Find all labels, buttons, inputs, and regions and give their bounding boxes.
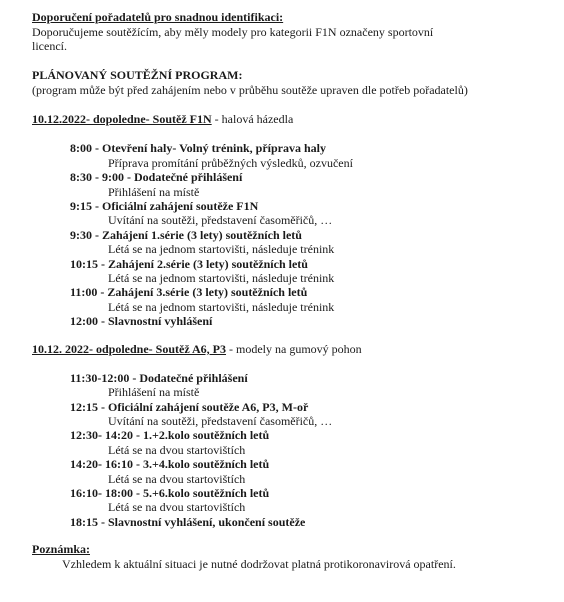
program-title: PLÁNOVANÝ SOUTĚŽNÍ PROGRAM: [32, 68, 243, 83]
schedule-item-head: 14:20- 16:10 - 3.+4.kolo soutěžních letů [70, 457, 270, 472]
schedule-item-desc: Přihlášení na místě [108, 385, 200, 400]
session1-schedule [70, 141, 552, 328]
schedule-item-desc: Létá se na jednom startovišti, následuje trénink [108, 242, 335, 257]
spacer [32, 54, 552, 69]
session2-heading: 10.12. 2022- odpoledne- Soutěž A6, P3 [32, 341, 227, 356]
schedule-item-head: 9:30 - Zahájení 1.série (3 lety) soutěžních letů [70, 227, 302, 242]
session2-heading-row [32, 342, 552, 357]
session2-schedule [70, 371, 552, 529]
note-text: Vzhledem k aktuální situaci je nutné dodržovat platná protikoronavirová opatření. [62, 556, 456, 571]
schedule-item-desc: Přihlášení na místě [108, 184, 200, 199]
document [32, 10, 552, 571]
session1-heading: 10.12.2022- dopoledne- Soutěž F1N [32, 112, 212, 127]
schedule-item-head: 11:00 - Zahájení 3.série (3 lety) soutěžních letů [70, 285, 308, 300]
schedule-item-desc: Létá se na dvou startovištích [108, 471, 246, 486]
schedule-item-head: 8:30 - 9:00 - Dodatečné přihlášení [70, 170, 243, 185]
spacer [32, 529, 552, 542]
schedule-item-head: 10:15 - Zahájení 2.série (3 lety) soutěžních letů [70, 256, 308, 271]
schedule-item-desc: Uvítání na soutěži, představení časoměřičů, … [108, 213, 333, 228]
schedule-item-desc: Létá se na jednom startovišti, následuje trénink [108, 299, 335, 314]
schedule-item-head: 12:30- 14:20 - 1.+2.kolo soutěžních letů [70, 428, 270, 443]
schedule-item-desc: Létá se na dvou startovištích [108, 500, 246, 515]
schedule-item-head: 12:15 - Oficiální zahájení soutěže A6, P3, M-oř [70, 399, 309, 414]
spacer [32, 329, 552, 342]
program-subtitle: (program může být před zahájením nebo v průběhu soutěže upraven dle potřeb pořadatelů) [32, 82, 468, 97]
recommendation-text-line1: Doporučujeme soutěžícím, aby měly modely pro kategorii F1N označeny sportovní [32, 24, 434, 39]
schedule-item-head: 12:00 - Slavnostní vyhlášení [70, 314, 213, 329]
schedule-item-desc: Příprava promítání průběžných výsledků, ozvučení [108, 155, 353, 170]
session1-heading-row [32, 112, 552, 127]
schedule-item-head: 8:00 - Otevření haly- Volný trénink, příprava haly [70, 141, 327, 156]
schedule-item-head: 16:10- 18:00 - 5.+6.kolo soutěžních letů [70, 486, 270, 501]
session1-suffix: - halová házedla [211, 112, 294, 127]
schedule-item-desc: Létá se na dvou startovištích [108, 442, 246, 457]
spacer [32, 356, 552, 371]
schedule-item-head: 9:15 - Oficiální zahájení soutěže F1N [70, 198, 259, 213]
session2-suffix: - modely na gumový pohon [226, 341, 362, 356]
recommendation-text-line2: licencí. [32, 39, 67, 54]
schedule-item-head: 18:15 - Slavnostní vyhlášení, ukončení soutěže [70, 514, 306, 529]
spacer [32, 127, 552, 142]
schedule-item-head: 11:30-12:00 - Dodatečné přihlášení [70, 370, 248, 385]
schedule-item-desc: Létá se na jednom startovišti, následuje trénink [108, 271, 335, 285]
spacer [32, 98, 552, 113]
note-heading: Poznámka: [32, 542, 90, 557]
recommendation-heading: Doporučení pořadatelů pro snadnou identifikaci: [32, 10, 284, 24]
schedule-item-desc: Uvítání na soutěži, představení časoměřičů, … [108, 414, 333, 429]
